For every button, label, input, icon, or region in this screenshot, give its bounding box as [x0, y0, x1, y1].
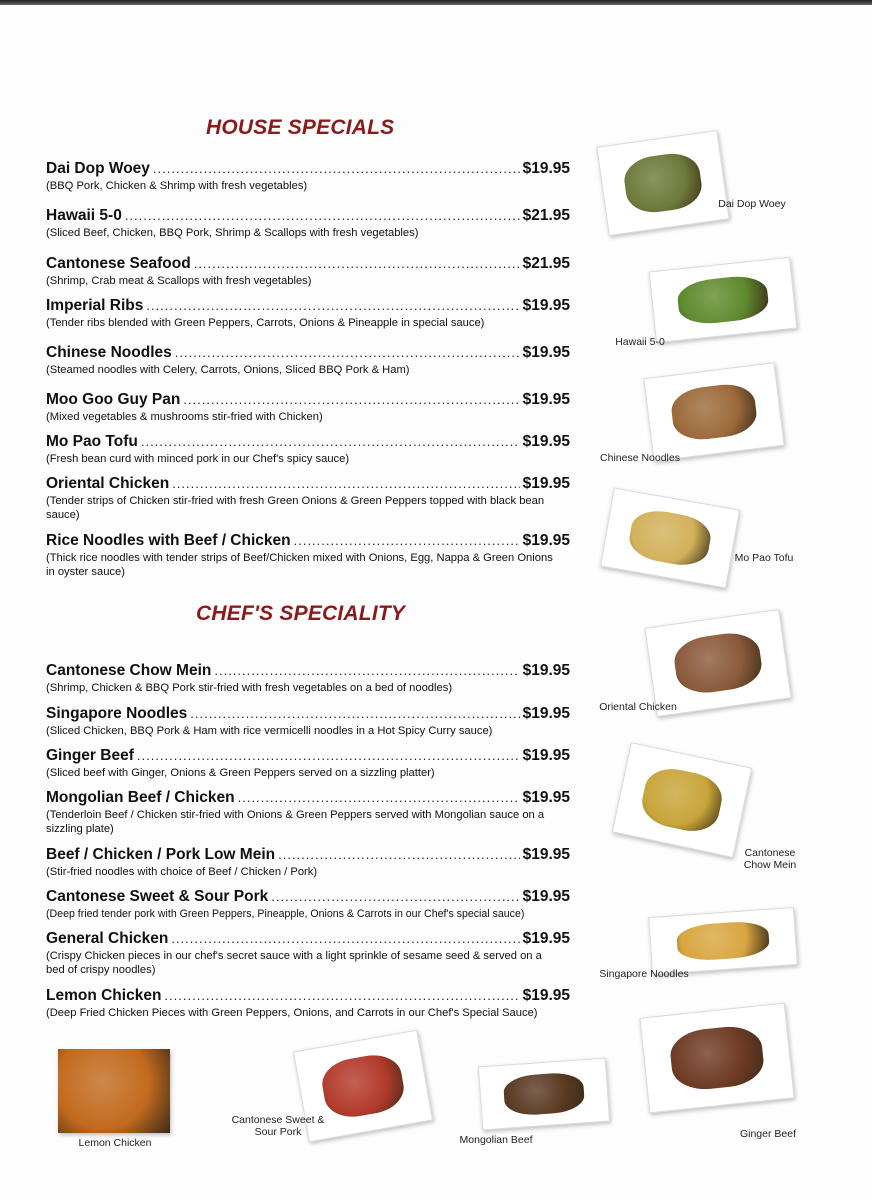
item-description: (Deep Fried Chicken Pieces with Green Peppers, Onions, and Carrots in our Chef's Special Sauce)	[46, 1007, 538, 1019]
item-name: Beef / Chicken / Pork Low Mein	[46, 846, 276, 863]
item-name: Hawaii 5-0	[46, 207, 122, 224]
item-price: $19.95	[522, 846, 570, 863]
item-price: $19.95	[522, 747, 570, 764]
item-price: $21.95	[522, 255, 570, 272]
item-name: Imperial Ribs	[46, 297, 144, 314]
item-name: Mo Pao Tofu	[46, 433, 138, 450]
dish-photo	[643, 362, 784, 461]
leader-dots	[141, 434, 520, 449]
food-plate	[676, 920, 770, 962]
food-plate	[672, 629, 765, 697]
item-description: (Steamed noodles with Celery, Carrots, Onions, Sliced BBQ Pork & Ham)	[46, 364, 410, 376]
item-name: Ginger Beef	[46, 747, 134, 764]
leader-dots	[175, 345, 520, 360]
item-description: (Deep fried tender pork with Green Peppers, Pineapple, Onions & Carrots in our Chef's special sauce)	[46, 908, 525, 920]
item-description: (Stir-fried noodles with choice of Beef / Chicken / Pork)	[46, 866, 318, 878]
menu-item	[46, 930, 570, 977]
leader-dots	[125, 208, 520, 223]
item-name: Moo Goo Guy Pan	[46, 391, 181, 408]
item-price: $19.95	[522, 475, 570, 492]
item-description: (Tenderloin Beef / Chicken stir-fried with Onions & Green Peppers served with Mongolian sauce on a sizzling plate)	[46, 809, 545, 835]
food-plate	[502, 1071, 585, 1116]
item-description: (Shrimp, Crab meat & Scallops with fresh vegetables)	[46, 275, 312, 287]
item-name: Cantonese Seafood	[46, 255, 191, 272]
item-name: Dai Dop Woey	[46, 160, 150, 177]
menu-item	[46, 705, 570, 738]
item-price: $19.95	[522, 705, 570, 722]
top-edge-rule	[0, 0, 872, 5]
menu-item	[46, 846, 570, 879]
leader-dots	[194, 256, 520, 271]
leader-dots	[137, 748, 520, 763]
photo-caption: Hawaii 5-0	[615, 336, 665, 348]
item-price: $19.95	[522, 930, 570, 947]
item-name: General Chicken	[46, 930, 169, 947]
item-name: Oriental Chicken	[46, 475, 170, 492]
leader-dots	[214, 663, 519, 678]
item-price: $19.95	[522, 532, 570, 549]
menu-item	[46, 391, 570, 424]
item-description: (Tender ribs blended with Green Peppers, Carrots, Onions & Pineapple in special sauce)	[46, 317, 485, 329]
item-description: (Crispy Chicken pieces in our chef's secret sauce with a light sprinkle of sesame seed & served on a bed of crispy noodles)	[46, 950, 542, 976]
item-price: $19.95	[522, 662, 570, 679]
dish-photo	[612, 742, 752, 858]
leader-dots	[153, 161, 520, 176]
food-plate	[626, 506, 714, 569]
item-price: $21.95	[522, 207, 570, 224]
leader-dots	[238, 790, 520, 805]
photo-caption: Chinese Noodles	[600, 452, 680, 464]
item-price: $19.95	[522, 391, 570, 408]
food-plate	[58, 1049, 170, 1133]
item-description: (Thick rice noodles with tender strips of Beef/Chicken mixed with Onions, Egg, Nappa & Green Onions in oyster sauce)	[46, 552, 553, 578]
item-price: $19.95	[522, 433, 570, 450]
food-plate	[670, 381, 759, 443]
item-description: (Tender strips of Chicken stir-fried with fresh Green Onions & Green Peppers topped with black bean sauce)	[46, 495, 545, 521]
dish-photo	[600, 487, 740, 588]
dish-photo	[649, 257, 798, 343]
dish-photo	[58, 1049, 170, 1133]
item-name: Cantonese Sweet & Sour Pork	[46, 888, 269, 905]
menu-item	[46, 475, 570, 522]
dish-photo	[639, 1003, 794, 1114]
photo-caption: Oriental Chicken	[599, 701, 677, 713]
food-plate	[638, 764, 726, 837]
leader-dots	[146, 298, 519, 313]
photo-caption: Cantonese Chow Mein	[743, 847, 797, 871]
dish-photo	[596, 130, 729, 236]
dish-photo	[478, 1058, 610, 1131]
item-name: Cantonese Chow Mein	[46, 662, 212, 679]
menu-item	[46, 297, 570, 330]
leader-dots	[278, 847, 519, 862]
photo-caption: Lemon Chicken	[78, 1137, 152, 1149]
item-name: Lemon Chicken	[46, 987, 162, 1004]
food-plate	[676, 273, 770, 327]
photo-caption: Cantonese Sweet & Sour Pork	[231, 1114, 325, 1138]
item-name: Mongolian Beef / Chicken	[46, 789, 235, 806]
food-plate	[621, 150, 705, 216]
menu-item	[46, 433, 570, 466]
item-description: (Sliced Beef, Chicken, BBQ Pork, Shrimp & Scallops with fresh vegetables)	[46, 227, 419, 239]
dish-photo	[648, 907, 798, 975]
leader-dots	[164, 988, 519, 1003]
leader-dots	[190, 706, 519, 721]
item-price: $19.95	[522, 297, 570, 314]
item-description: (BBQ Pork, Chicken & Shrimp with fresh vegetables)	[46, 180, 308, 192]
item-description: (Sliced beef with Ginger, Onions & Green Peppers served on a sizzling platter)	[46, 767, 435, 779]
menu-item	[46, 662, 570, 695]
item-price: $19.95	[522, 789, 570, 806]
menu-item	[46, 160, 570, 193]
leader-dots	[172, 476, 519, 491]
item-price: $19.95	[522, 160, 570, 177]
item-name: Rice Noodles with Beef / Chicken	[46, 532, 291, 549]
item-price: $19.95	[522, 344, 570, 361]
menu-item	[46, 344, 570, 377]
leader-dots	[271, 889, 519, 904]
menu-item	[46, 747, 570, 780]
chefs-speciality-title: CHEF'S SPECIALITY	[196, 602, 406, 625]
photo-caption: Mo Pao Tofu	[734, 552, 794, 564]
menu-item	[46, 532, 570, 579]
photo-caption: Mongolian Beef	[459, 1134, 533, 1146]
food-plate	[319, 1051, 407, 1121]
item-price: $19.95	[522, 888, 570, 905]
menu-item	[46, 987, 570, 1020]
menu-item	[46, 888, 570, 921]
food-plate	[668, 1023, 766, 1092]
item-description: (Mixed vegetables & mushrooms stir-fried with Chicken)	[46, 411, 323, 423]
menu-item	[46, 255, 570, 288]
item-description: (Fresh bean curd with minced pork in our Chef's spicy sauce)	[46, 453, 350, 465]
item-description: (Sliced Chicken, BBQ Pork & Ham with rice vermicelli noodles in a Hot Spicy Curry sauce)	[46, 725, 493, 737]
photo-caption: Ginger Beef	[739, 1128, 797, 1140]
photo-caption: Dai Dop Woey	[718, 198, 786, 210]
leader-dots	[171, 931, 519, 946]
item-name: Singapore Noodles	[46, 705, 188, 722]
menu-item	[46, 207, 570, 240]
leader-dots	[183, 392, 519, 407]
leader-dots	[294, 533, 520, 548]
house-specials-title: HOUSE SPECIALS	[206, 116, 395, 139]
menu-item	[46, 789, 570, 836]
item-name: Chinese Noodles	[46, 344, 172, 361]
item-description: (Shrimp, Chicken & BBQ Pork stir-fried with fresh vegetables on a bed of noodles)	[46, 682, 453, 694]
item-price: $19.95	[522, 987, 570, 1004]
photo-caption: Singapore Noodles	[599, 968, 689, 980]
